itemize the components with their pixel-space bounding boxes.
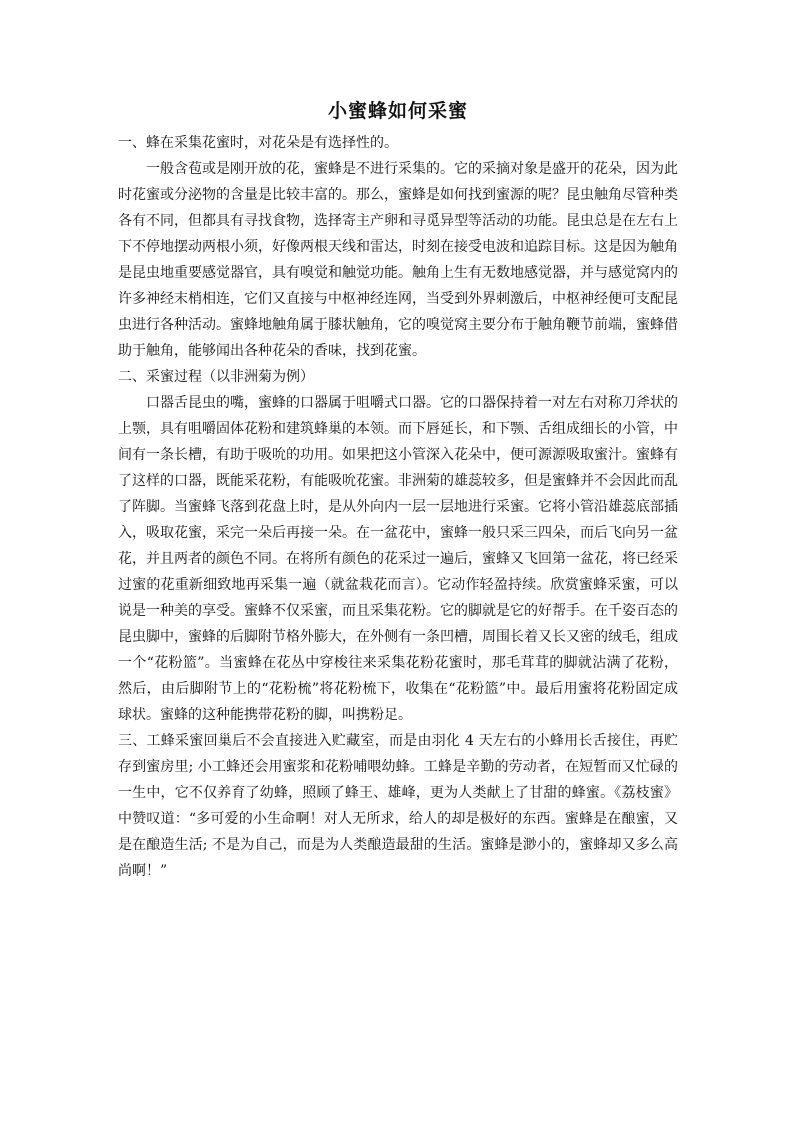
document-title: 小蜜蜂如何采蜜 xyxy=(327,100,468,122)
section-heading-1: 一、蜂在采集花蜜时，对花朵是有选择性的。 xyxy=(118,135,398,151)
paragraph-2: 口器舌昆虫的嘴，蜜蜂的口器属于咀嚼式口器。它的口器保持着一对左右对称刀斧状的上颚，具有咀嚼固体花粉和建筑蜂巢的本领。而下唇延长，和下颚、舌组成细长的小管，中间有一条长槽，有助于吸吮的功用。如果把这小管深入花朵中，便可源源吸取蜜汁。蜜蜂有了这样的口器，既能采花粉，有能吸吮花蜜。非洲菊的雄蕊较多，但是蜜蜂并不会因此而乱了阵脚。当蜜蜂飞落到花盘上时，是从外向内一层一层地进行采蜜。它将小管沿雄蕊底部插入，吸取花蜜，采完一朵后再接一朵。在一盆花中，蜜蜂一般只采三四朵，而后飞向另一盆花，并且两者的颜色不同。在将所有颜色的花采过一遍后，蜜蜂又飞回第一盆花，将已经采过蜜的花重新细致地再采集一遍（就盆栽花而言）。它动作轻盈持续。欣赏蜜蜂采蜜，可以说是一种美的享受。蜜蜂不仅采蜜，而且采集花粉。它的脚就是它的好帮手。在千姿百态的昆虫脚中，蜜蜂的后脚附节格外膨大，在外侧有一条凹槽，周围长着又长又密的绒毛，组成一个“花粉篮”。当蜜蜂在花丛中穿梭往来采集花粉花蜜时，那毛茸茸的脚就沾满了花粉，然后，由后脚附节上的“花粉梳”将花粉梳下，收集在“花粉篮”中。最后用蜜将花粉固定成球状。蜜蜂的这种能携带花粉的脚，叫携粉足。 xyxy=(118,395,678,723)
section-heading-2: 二、采蜜过程（以非洲菊为例） xyxy=(118,369,314,385)
paragraph-1: 一般含苞或是刚开放的花，蜜蜂是不进行采集的。它的采摘对象是盛开的花朵，因为此时花蜜或分泌物的含量是比较丰富的。那么，蜜蜂是如何找到蜜源的呢？昆虫触角尽管种类各有不同，但都具有寻找食物，选择寄主产卵和寻觅异型等活动的功能。昆虫总是在左右上下不停地摆动两根小须，好像两根天线和雷达，时刻在接受电波和追踪目标。这是因为触角是昆虫地重要感觉器官，具有嗅觉和触觉功能。触角上生有无数地感觉器，并与感觉窝内的许多神经末梢相连，它们又直接与中枢神经连网，当受到外界刺激后，中枢神经便可支配昆虫进行各种活动。蜜蜂地触角属于膝状触角，它的嗅觉窝主要分布于触角鞭节前端，蜜蜂借助于触角，能够闻出各种花朵的香味，找到花蜜。 xyxy=(118,161,678,359)
document-page xyxy=(118,96,678,884)
paragraph-3: 三、工蜂采蜜回巢后不会直接进入贮藏室，而是由羽化 4 天左右的小蜂用长舌接住，再贮存到蜜房里; 小工蜂还会用蜜浆和花粉哺喂幼蜂。工蜂是辛勤的劳动者，在短暂而又忙碌的一生中，它不仅养育了幼蜂，照顾了蜂王、雄峰，更为人类献上了甘甜的蜂蜜。《荔枝蜜》中赞叹道：“多可爱的小生命啊！对人无所求，给人的却是极好的东西。蜜蜂是在酿蜜，又是在酿造生活; 不是为自己，而是为人类酿造最甜的生活。蜜蜂是渺小的，蜜蜂却又多么高尚啊！” xyxy=(118,733,678,879)
